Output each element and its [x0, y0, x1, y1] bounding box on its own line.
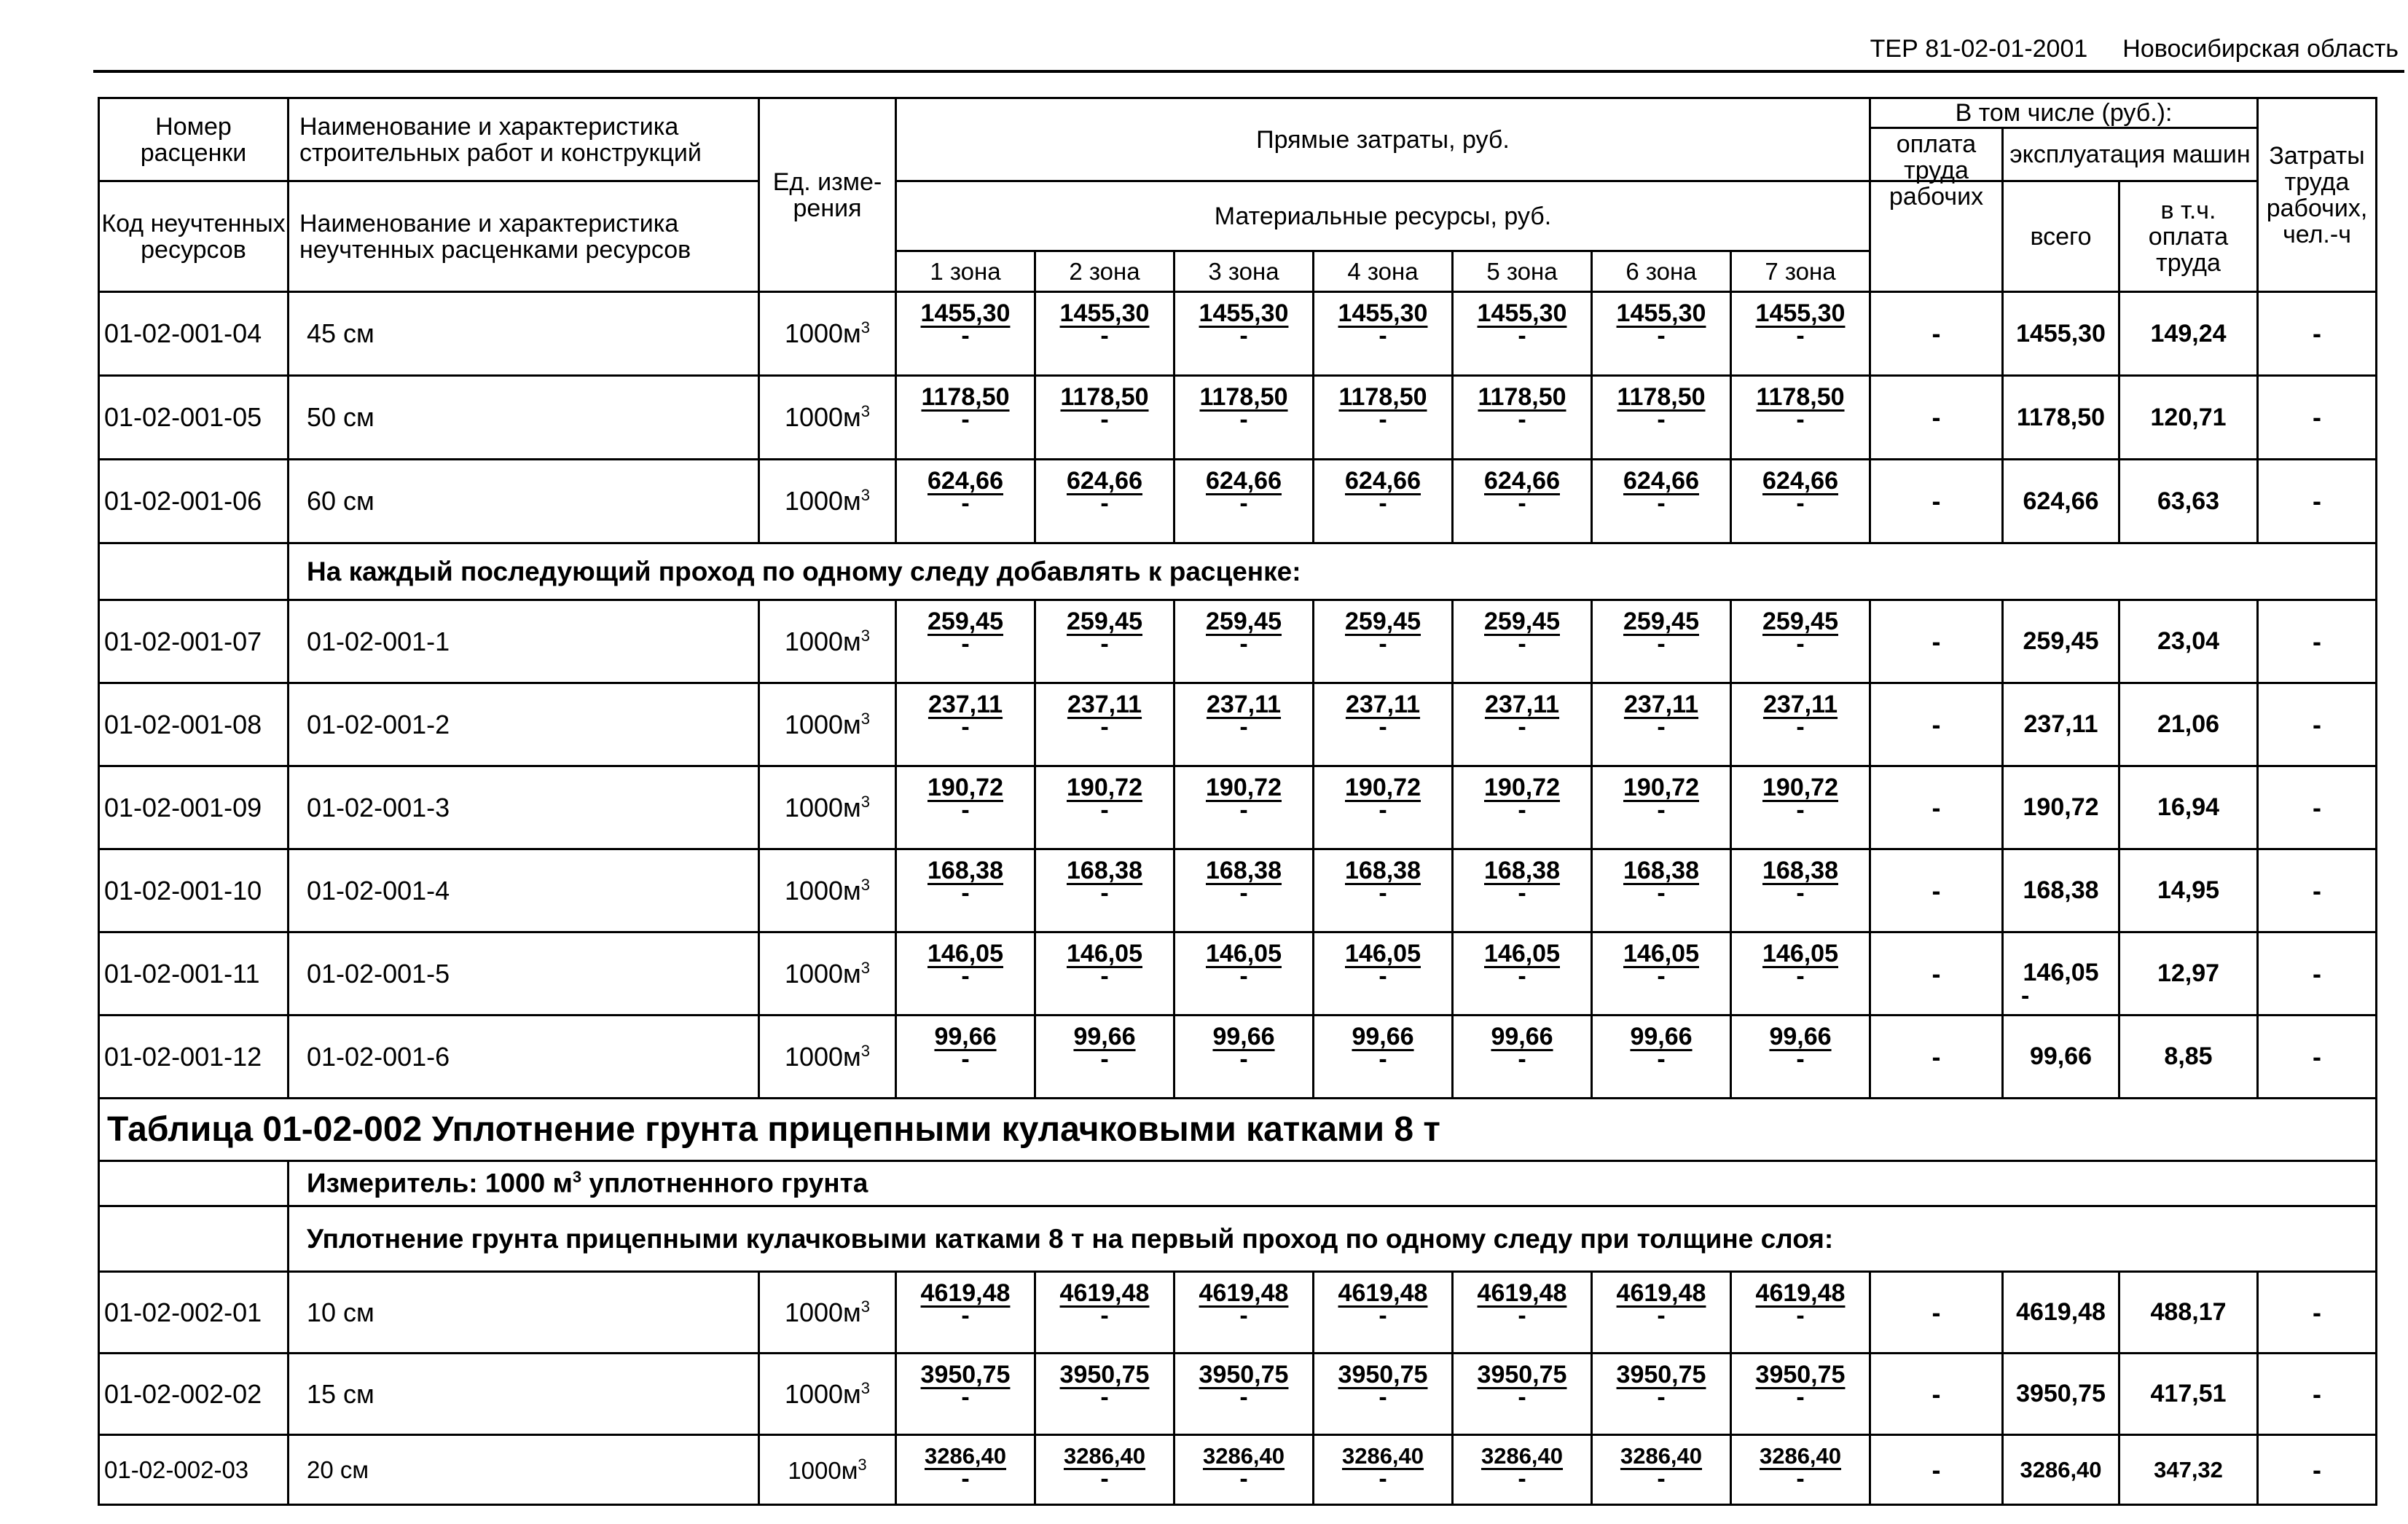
labor-hours-value: -: [2258, 766, 2377, 849]
zone-5-value: 146,05 -: [1453, 932, 1592, 1016]
header-direct-costs: Прямые затраты, руб.: [896, 98, 1870, 181]
header-labor-pay: оплата труда рабочих: [1870, 181, 2003, 292]
rate-unit: $1000м^3$: [759, 292, 896, 376]
header-machine-operation: эксплуатация машин: [2009, 141, 2251, 168]
section-spacer: [99, 543, 289, 600]
zone-3-value: 168,38 -: [1174, 849, 1314, 932]
rate-name: 20 см: [289, 1435, 759, 1505]
header-rate-number: Номер расценки: [99, 98, 289, 181]
labor-pay-value: -: [1870, 1272, 2003, 1354]
header-including: В том числе (руб.):: [1871, 99, 2256, 129]
machines-total-value: 4619,48: [2003, 1272, 2119, 1354]
zone-3-value: 1178,50 -: [1174, 376, 1314, 460]
machines-total-value: 1455,30: [2003, 292, 2119, 376]
zone-7-value: 1455,30 -: [1731, 292, 1870, 376]
table2-subtitle: Уплотнение грунта прицепными кулачковыми катками 8 т на первый проход по одному следу при толщине слоя:: [289, 1206, 2377, 1272]
header-unit: Ед. изме-рения: [759, 98, 896, 292]
zone-5-value: 3950,75 -: [1453, 1354, 1592, 1435]
labor-hours-value: -: [2258, 376, 2377, 460]
document-region: Новосибирская область: [2122, 35, 2399, 63]
zone-3-value: 4619,48 -: [1174, 1272, 1314, 1354]
labor-pay-value: -: [1870, 1354, 2003, 1435]
rate-code: 01-02-001-12: [99, 1016, 289, 1099]
zone-2-value: 168,38 -: [1035, 849, 1174, 932]
zone-5-value: 237,11 -: [1453, 683, 1592, 766]
table2-title: Таблица 01-02-002 Уплотнение грунта прицепными кулачковыми катками 8 т: [99, 1099, 2377, 1161]
rate-code: 01-02-001-08: [99, 683, 289, 766]
zone-1-value: 237,11 -: [896, 683, 1035, 766]
zone-4-value: 259,45 -: [1314, 600, 1453, 683]
zone-6-value: 99,66 -: [1592, 1016, 1731, 1099]
machines-labor-value: 8,85: [2119, 1016, 2258, 1099]
zone-6-value: 3950,75 -: [1592, 1354, 1731, 1435]
machines-total-value: 99,66: [2003, 1016, 2119, 1099]
zone-4-value: 190,72 -: [1314, 766, 1453, 849]
header-work-name: Наименование и характеристика строительных работ и конструкций: [289, 98, 759, 181]
table-row: [99, 292, 2377, 376]
labor-pay-value: -: [1870, 600, 2003, 683]
zone-5-value: 1455,30 -: [1453, 292, 1592, 376]
zone-1-value: 146,05 -: [896, 932, 1035, 1016]
labor-hours-value: -: [2258, 460, 2377, 543]
zone-3-value: 190,72 -: [1174, 766, 1314, 849]
zone-5-value: 4619,48 -: [1453, 1272, 1592, 1354]
zone-6-value: 4619,48 -: [1592, 1272, 1731, 1354]
zone-5-value: 1178,50 -: [1453, 376, 1592, 460]
zone-7-value: 259,45 -: [1731, 600, 1870, 683]
zone-2-value: 259,45 -: [1035, 600, 1174, 683]
labor-hours-value: -: [2258, 932, 2377, 1016]
labor-hours-value: -: [2258, 1435, 2377, 1505]
rate-code: 01-02-002-03: [99, 1435, 289, 1505]
labor-pay-value: -: [1870, 1435, 2003, 1505]
rate-unit: $1000м^3$: [759, 766, 896, 849]
header-labor-costs: Затраты труда рабочих, чел.-ч: [2258, 98, 2377, 292]
rate-code: 01-02-001-09: [99, 766, 289, 849]
rate-code: 01-02-001-04: [99, 292, 289, 376]
machines-total-value: 190,72: [2003, 766, 2119, 849]
zone-2-value: 190,72 -: [1035, 766, 1174, 849]
zone-6-value: 259,45 -: [1592, 600, 1731, 683]
meter-spacer: [99, 1161, 289, 1206]
zone-4-value: 1178,50 -: [1314, 376, 1453, 460]
machines-total-value: 237,11: [2003, 683, 2119, 766]
zone-1-value: 4619,48 -: [896, 1272, 1035, 1354]
labor-pay-value: -: [1870, 1016, 2003, 1099]
zone-4-value: 4619,48 -: [1314, 1272, 1453, 1354]
table-row: [99, 766, 2377, 849]
labor-pay-value: -: [1870, 292, 2003, 376]
labor-hours-value: -: [2258, 1354, 2377, 1435]
zone-7-value: 1178,50 -: [1731, 376, 1870, 460]
zone-4-value: 3286,40 -: [1314, 1435, 1453, 1505]
zone-1-value: 624,66 -: [896, 460, 1035, 543]
zone-6-value: 190,72 -: [1592, 766, 1731, 849]
rate-code: 01-02-001-06: [99, 460, 289, 543]
zone-6-value: 237,11 -: [1592, 683, 1731, 766]
machines-labor-value: 12,97: [2119, 932, 2258, 1016]
machines-labor-value: 14,95: [2119, 849, 2258, 932]
labor-hours-value: -: [2258, 683, 2377, 766]
table-row: [99, 932, 2377, 1016]
machines-total-value: 3950,75: [2003, 1354, 2119, 1435]
table-row: [99, 460, 2377, 543]
rate-unit: $1000м^3$: [759, 600, 896, 683]
zone-6-value: 1455,30 -: [1592, 292, 1731, 376]
labor-pay-value: -: [1870, 932, 2003, 1016]
header-zone-4: 4 зона: [1314, 251, 1453, 292]
zone-3-value: 99,66 -: [1174, 1016, 1314, 1099]
zone-5-value: 624,66 -: [1453, 460, 1592, 543]
zone-7-value: 99,66 -: [1731, 1016, 1870, 1099]
rate-unit: $1000м^3$: [759, 460, 896, 543]
rate-unit: $1000м^3$: [759, 1272, 896, 1354]
rate-unit: $1000м^3$: [759, 376, 896, 460]
table2-meter: Измеритель: 1000 $м^3$ уплотненного грунта: [289, 1161, 2377, 1206]
zone-1-value: 259,45 -: [896, 600, 1035, 683]
zone-2-value: 1178,50 -: [1035, 376, 1174, 460]
zone-3-value: 259,45 -: [1174, 600, 1314, 683]
zone-7-value: 237,11 -: [1731, 683, 1870, 766]
rate-unit: $1000м^3$: [759, 849, 896, 932]
zone-4-value: 237,11 -: [1314, 683, 1453, 766]
zone-5-value: 99,66 -: [1453, 1016, 1592, 1099]
zone-3-value: 237,11 -: [1174, 683, 1314, 766]
header-zone-3: 3 зона: [1174, 251, 1314, 292]
machines-total-value: 168,38: [2003, 849, 2119, 932]
zone-2-value: 99,66 -: [1035, 1016, 1174, 1099]
rate-name: 15 см: [289, 1354, 759, 1435]
zone-3-value: 624,66 -: [1174, 460, 1314, 543]
machines-labor-value: 120,71: [2119, 376, 2258, 460]
zone-1-value: 190,72 -: [896, 766, 1035, 849]
document-code: ТЕР 81-02-01-2001: [1870, 35, 2088, 63]
rate-code: 01-02-001-07: [99, 600, 289, 683]
zone-4-value: 146,05 -: [1314, 932, 1453, 1016]
document-header-text: [1835, 35, 2399, 63]
header-zone-1: 1 зона: [896, 251, 1035, 292]
machines-total-value: 146,05 -: [2003, 932, 2119, 1016]
zone-1-value: 3950,75 -: [896, 1354, 1035, 1435]
labor-hours-value: -: [2258, 292, 2377, 376]
machines-labor-value: 417,51: [2119, 1354, 2258, 1435]
machines-labor-value: 149,24: [2119, 292, 2258, 376]
rate-code: 01-02-001-11: [99, 932, 289, 1016]
zone-3-value: 1455,30 -: [1174, 292, 1314, 376]
machines-labor-value: 16,94: [2119, 766, 2258, 849]
machines-labor-value: 347,32: [2119, 1435, 2258, 1505]
zone-2-value: 1455,30 -: [1035, 292, 1174, 376]
machines-labor-value: 21,06: [2119, 683, 2258, 766]
table-row: [99, 1354, 2377, 1435]
zone-6-value: 3286,40 -: [1592, 1435, 1731, 1505]
zone-5-value: 190,72 -: [1453, 766, 1592, 849]
zone-4-value: 3950,75 -: [1314, 1354, 1453, 1435]
rate-unit: $1000м^3$: [759, 1016, 896, 1099]
table-row: [99, 376, 2377, 460]
header-material-resources: Материальные ресурсы, руб.: [896, 181, 1870, 251]
zone-6-value: 624,66 -: [1592, 460, 1731, 543]
zone-5-value: 3286,40 -: [1453, 1435, 1592, 1505]
table-row: [99, 849, 2377, 932]
zone-4-value: 1455,30 -: [1314, 292, 1453, 376]
zone-1-value: 168,38 -: [896, 849, 1035, 932]
header-zone-2: 2 зона: [1035, 251, 1174, 292]
machines-labor-value: 63,63: [2119, 460, 2258, 543]
zone-4-value: 624,66 -: [1314, 460, 1453, 543]
rate-name: 01-02-001-6: [289, 1016, 759, 1099]
machines-labor-value: 488,17: [2119, 1272, 2258, 1354]
zone-2-value: 624,66 -: [1035, 460, 1174, 543]
zone-3-value: 146,05 -: [1174, 932, 1314, 1016]
labor-pay-value: -: [1870, 766, 2003, 849]
rate-unit: $1000м^3$: [759, 1354, 896, 1435]
zone-4-value: 168,38 -: [1314, 849, 1453, 932]
table-row: [99, 683, 2377, 766]
zone-2-value: 3950,75 -: [1035, 1354, 1174, 1435]
zone-1-value: 99,66 -: [896, 1016, 1035, 1099]
zone-7-value: 624,66 -: [1731, 460, 1870, 543]
zone-4-value: 99,66 -: [1314, 1016, 1453, 1099]
zone-2-value: 4619,48 -: [1035, 1272, 1174, 1354]
machines-total-value: 1178,50: [2003, 376, 2119, 460]
zone-1-value: 1178,50 -: [896, 376, 1035, 460]
zone-1-value: 1455,30 -: [896, 292, 1035, 376]
zone-7-value: 190,72 -: [1731, 766, 1870, 849]
zone-7-value: 168,38 -: [1731, 849, 1870, 932]
zone-2-value: 237,11 -: [1035, 683, 1174, 766]
rate-code: 01-02-002-01: [99, 1272, 289, 1354]
header-total: всего: [2003, 181, 2119, 292]
labor-pay-value: -: [1870, 376, 2003, 460]
rate-name: 50 см: [289, 376, 759, 460]
rate-name: 01-02-001-1: [289, 600, 759, 683]
rate-name: 60 см: [289, 460, 759, 543]
labor-hours-value: -: [2258, 600, 2377, 683]
zone-3-value: 3286,40 -: [1174, 1435, 1314, 1505]
zone-7-value: 146,05 -: [1731, 932, 1870, 1016]
rate-code: 01-02-001-10: [99, 849, 289, 932]
zone-6-value: 1178,50 -: [1592, 376, 1731, 460]
rate-name: 45 см: [289, 292, 759, 376]
zone-2-value: 146,05 -: [1035, 932, 1174, 1016]
document-header: [93, 34, 2404, 73]
zone-2-value: 3286,40 -: [1035, 1435, 1174, 1505]
header-zone-6: 6 зона: [1592, 251, 1731, 292]
zone-5-value: 259,45 -: [1453, 600, 1592, 683]
rate-code: 01-02-001-05: [99, 376, 289, 460]
header-zone-5: 5 зона: [1453, 251, 1592, 292]
rate-name: 01-02-001-3: [289, 766, 759, 849]
rate-name: 01-02-001-2: [289, 683, 759, 766]
table-row: [99, 1272, 2377, 1354]
machines-labor-value: 23,04: [2119, 600, 2258, 683]
zone-1-value: 3286,40 -: [896, 1435, 1035, 1505]
zone-7-value: 3286,40 -: [1731, 1435, 1870, 1505]
zone-5-value: 168,38 -: [1453, 849, 1592, 932]
table-row: [99, 1435, 2377, 1505]
zone-6-value: 146,05 -: [1592, 932, 1731, 1016]
rate-unit: $1000м^3$: [759, 1435, 896, 1505]
rate-name: 10 см: [289, 1272, 759, 1354]
labor-hours-value: -: [2258, 849, 2377, 932]
rate-name: 01-02-001-4: [289, 849, 759, 932]
labor-hours-value: -: [2258, 1272, 2377, 1354]
header-resource-code: Код неучтенных ресурсов: [99, 181, 289, 292]
subtitle-spacer: [99, 1206, 289, 1272]
machines-total-value: 624,66: [2003, 460, 2119, 543]
rate-name: 01-02-001-5: [289, 932, 759, 1016]
zone-7-value: 4619,48 -: [1731, 1272, 1870, 1354]
machines-total-value: 3286,40: [2003, 1435, 2119, 1505]
rates-table: [98, 97, 2377, 1506]
rate-code: 01-02-002-02: [99, 1354, 289, 1435]
zone-6-value: 168,38 -: [1592, 849, 1731, 932]
machines-total-value: 259,45: [2003, 600, 2119, 683]
labor-pay-value: -: [1870, 460, 2003, 543]
rate-unit: $1000м^3$: [759, 932, 896, 1016]
zone-3-value: 3950,75 -: [1174, 1354, 1314, 1435]
table-row: [99, 600, 2377, 683]
rate-unit: $1000м^3$: [759, 683, 896, 766]
labor-pay-value: -: [1870, 683, 2003, 766]
labor-pay-value: -: [1870, 849, 2003, 932]
zone-7-value: 3950,75 -: [1731, 1354, 1870, 1435]
section-each-pass: На каждый последующий проход по одному следу добавлять к расценке:: [289, 543, 2377, 600]
table-row: [99, 1016, 2377, 1099]
header-incl-labor-pay: в т.ч. оплата труда: [2119, 181, 2258, 292]
labor-hours-value: -: [2258, 1016, 2377, 1099]
header-zone-7: 7 зона: [1731, 251, 1870, 292]
header-resource-name: Наименование и характеристика неучтенных расценками ресурсов: [289, 181, 759, 292]
